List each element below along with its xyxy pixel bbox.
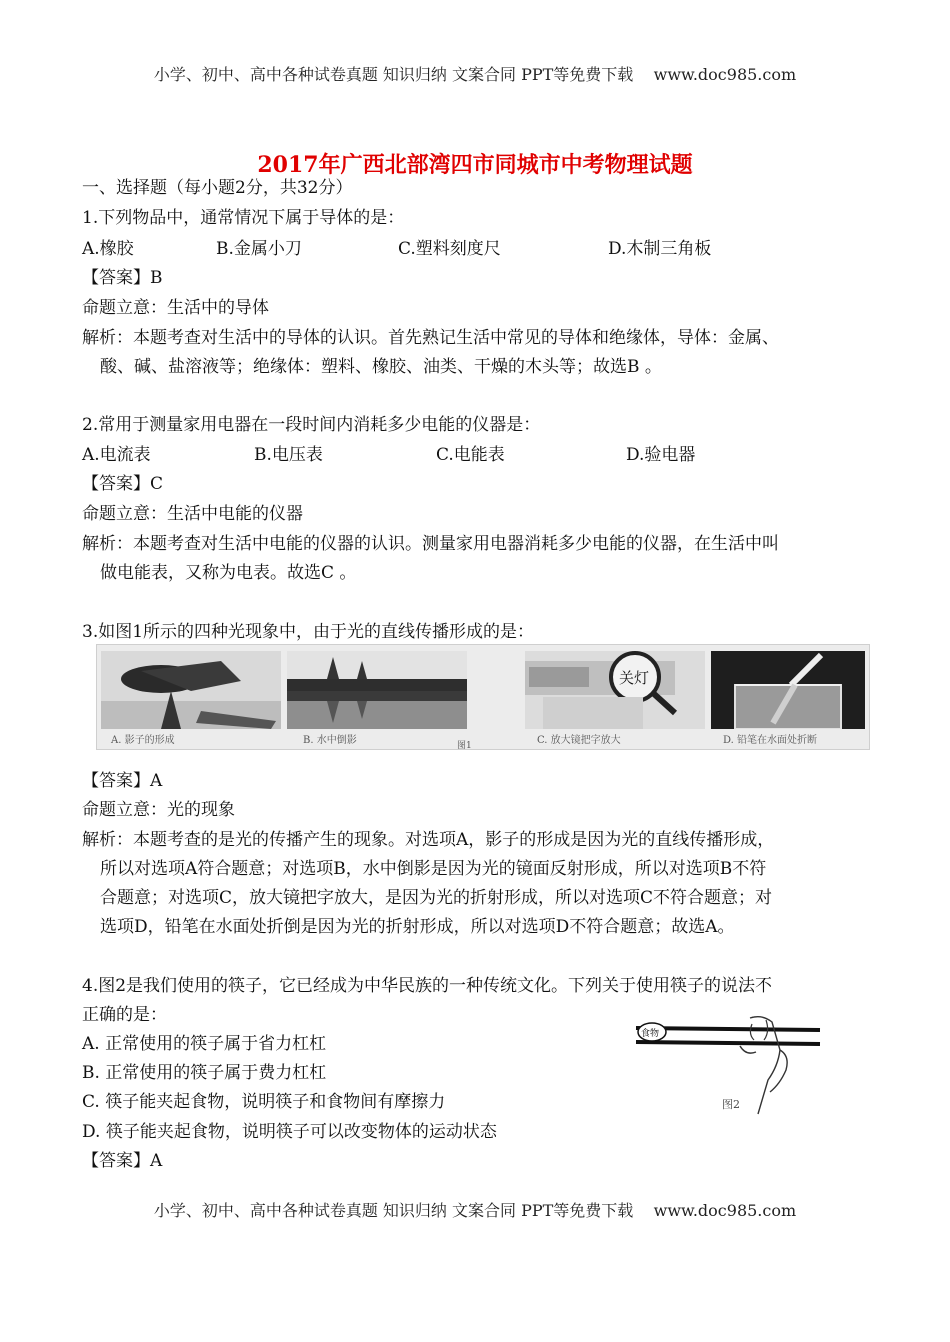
- figure-1-caption-d: D. 铅笔在水面处折断: [723, 735, 818, 746]
- q2-option-d: D.验电器: [626, 445, 696, 465]
- q2-analysis-line: 做电能表，又称为电表。故选C 。: [100, 563, 357, 583]
- q1-analysis-line: 酸、碱、盐溶液等；绝缘体：塑料、橡胶、油类、干燥的木头等；故选B 。: [100, 357, 662, 377]
- figure-1-caption-a: A. 影子的形成: [111, 735, 175, 746]
- section-heading: 一、选择题（每小题2分，共32分）: [82, 178, 353, 198]
- q1-stem: 1.下列物品中，通常情况下属于导体的是：: [82, 208, 405, 228]
- shadow-photo: [101, 651, 281, 729]
- reflection-photo: [287, 651, 467, 729]
- q3-analysis-line: 所以对选项A符合题意；对选项B，水中倒影是因为光的镜面反射形成，所以对选项B不符: [100, 859, 767, 879]
- q3-analysis-line: 选项D，铅笔在水面处折倒是因为光的折射形成，所以对选项D不符合题意；故选A。: [100, 917, 735, 937]
- figure-1-caption-b: B. 水中倒影: [303, 735, 357, 746]
- figure-1: [96, 644, 870, 750]
- q2-stem: 2.常用于测量家用电器在一段时间内消耗多少电能的仪器是：: [82, 415, 541, 435]
- page-title: 2017年广西北部湾四市同城市中考物理试题: [257, 152, 693, 178]
- q3-intent: 命题立意：光的现象: [82, 800, 235, 820]
- site-footer: 小学、初中、高中各种试卷真题 知识归纳 文案合同 PPT等免费下载 www.doc985.com: [153, 1201, 797, 1220]
- q4-option-c: C. 筷子能夹起食物，说明筷子和食物间有摩擦力: [82, 1092, 446, 1112]
- q2-intent: 命题立意：生活中电能的仪器: [82, 504, 303, 524]
- q2-answer: 【答案】C: [82, 474, 164, 494]
- q1-option-d: D.木制三角板: [608, 239, 712, 259]
- figure-2: [630, 1010, 826, 1122]
- q4-option-d: D. 筷子能夹起食物，说明筷子可以改变物体的运动状态: [82, 1122, 497, 1142]
- q3-analysis-line: 解析：本题考查的是光的传播产生的现象。对选项A，影子的形成是因为光的直线传播形成，: [82, 830, 775, 850]
- q2-option-b: B.电压表: [254, 445, 323, 465]
- figure-1-caption-c: C. 放大镜把字放大: [537, 735, 621, 746]
- food-label: 食物: [641, 1029, 660, 1039]
- q4-option-b: B. 正常使用的筷子属于费力杠杠: [82, 1063, 327, 1083]
- pencil-in-water-photo: [711, 651, 870, 729]
- q1-answer: 【答案】B: [82, 268, 163, 288]
- magnifier-sign-text: 关灯: [619, 669, 650, 687]
- figure-2-label: 图2: [722, 1098, 740, 1111]
- q2-option-c: C.电能表: [436, 445, 505, 465]
- q2-option-a: A.电流表: [82, 445, 151, 465]
- q1-analysis-line: 解析：本题考查对生活中的导体的认识。首先熟记生活中常见的导体和绝缘体，导体：金属、: [82, 328, 779, 348]
- q1-intent: 命题立意：生活中的导体: [82, 298, 269, 318]
- q3-answer: 【答案】A: [82, 771, 163, 791]
- q3-analysis-line: 合题意；对选项C，放大镜把字放大，是因为光的折射形成，所以对选项C不符合题意；对: [100, 888, 773, 908]
- q4-option-a: A. 正常使用的筷子属于省力杠杠: [82, 1034, 327, 1054]
- q1-option-a: A.橡胶: [82, 239, 134, 259]
- q4-stem-line: 正确的是：: [82, 1005, 167, 1025]
- figure-1-label: 图1: [457, 741, 472, 750]
- q2-analysis-line: 解析：本题考查对生活中电能的仪器的认识。测量家用电器消耗多少电能的仪器，在生活中叫: [82, 534, 779, 554]
- q1-option-b: B.金属小刀: [216, 239, 302, 259]
- q4-stem-line: 4.图2是我们使用的筷子，它已经成为中华民族的一种传统文化。下列关于使用筷子的说法不: [82, 976, 773, 996]
- magnifier-photo: [525, 651, 705, 729]
- site-header: 小学、初中、高中各种试卷真题 知识归纳 文案合同 PPT等免费下载 www.doc985.com: [153, 65, 797, 84]
- q4-answer: 【答案】A: [82, 1151, 163, 1171]
- q1-option-c: C.塑料刻度尺: [398, 239, 501, 259]
- q3-stem: 3.如图1所示的四种光现象中，由于光的直线传播形成的是：: [82, 622, 535, 642]
